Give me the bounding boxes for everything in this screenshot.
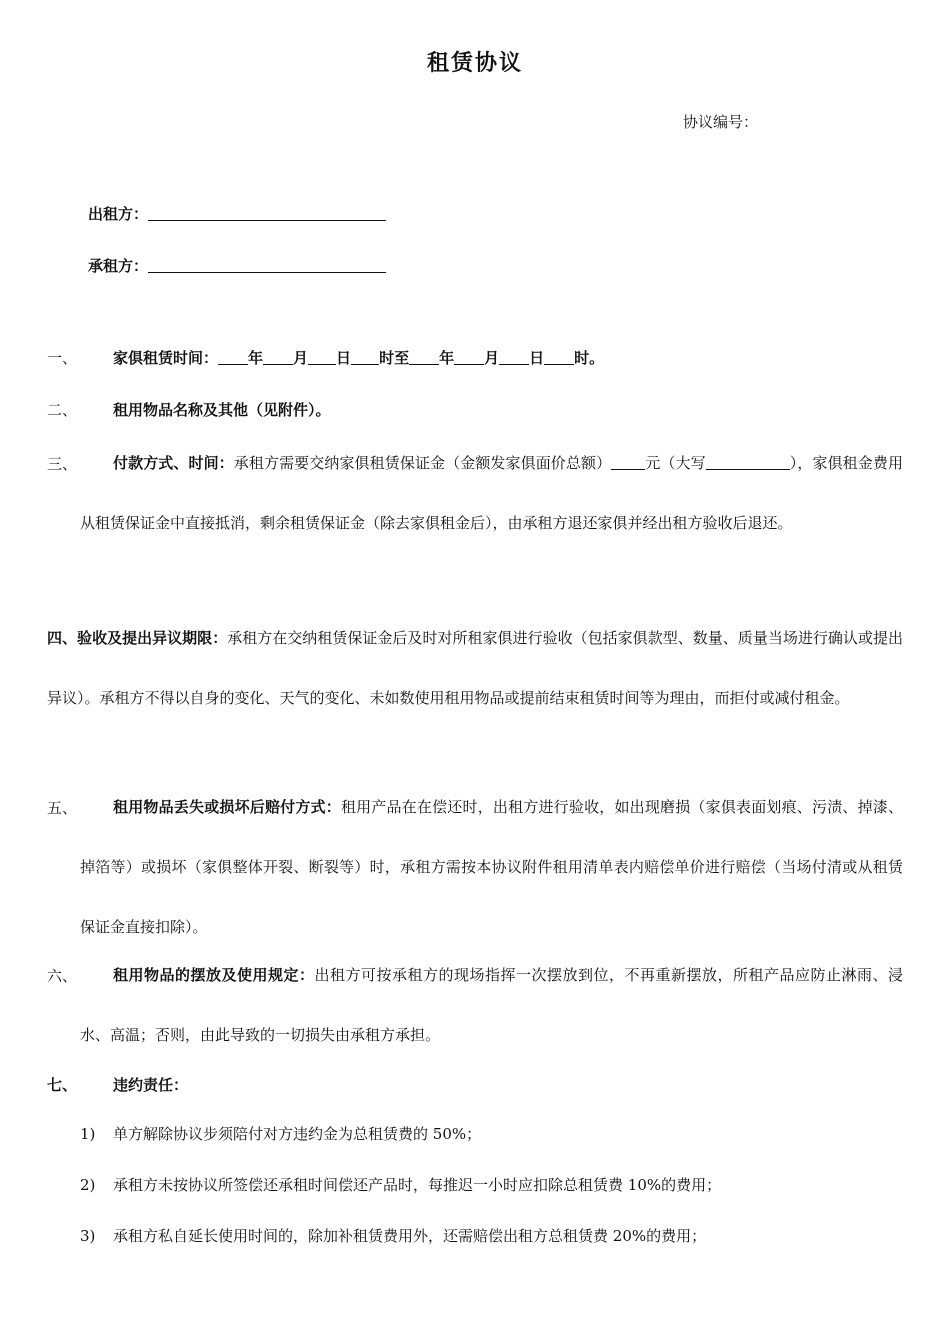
clause-heading: 租用物品名称及其他（见附件）。 — [113, 401, 331, 419]
clause-number: 四、 — [47, 629, 78, 647]
clause-heading: 家俱租赁时间： — [113, 349, 219, 367]
clause-number: 二、 — [47, 401, 78, 419]
doc-number-label: 协议编号： — [683, 113, 759, 131]
clause-number: 三、 — [47, 455, 78, 473]
amount-blank[interactable] — [611, 454, 645, 470]
year-blank[interactable] — [409, 349, 439, 365]
lessee-label: 承租方： — [88, 257, 149, 275]
list-item-number: 1) — [80, 1125, 96, 1143]
lessee-row — [88, 255, 386, 276]
month-blank[interactable] — [454, 349, 484, 365]
month-label: 月 — [293, 349, 309, 367]
year-blank[interactable] — [218, 349, 248, 365]
clause-heading: 付款方式、时间： — [113, 454, 234, 472]
clause-number: 一、 — [47, 349, 78, 367]
year-label: 年 — [248, 349, 264, 367]
lessor-field[interactable] — [148, 204, 386, 221]
clause-7 — [47, 1075, 903, 1095]
month-label: 月 — [484, 349, 500, 367]
clause-6 — [47, 945, 903, 1065]
clause-text: 租用产品在在偿还时，出租方进行验收，如出现磨损（家俱表面划痕、污渍、掉漆、掉箔等）或损坏（家俱整体开裂、断裂等）时，承租方需按本协议附件租用清单表内赔偿单价进行赔偿（当场付清或从租赁保证金直接扣除）。 — [80, 798, 903, 936]
page-title: 租赁协议 — [426, 50, 523, 76]
clause-text: 出租方可按承租方的现场指挥一次摆放到位，不再重新摆放，所租产品应防止淋雨、浸水、高温；否则，由此导致的一切损失由承租方承担。 — [80, 966, 903, 1044]
list-item-number: 2) — [80, 1176, 96, 1194]
list-item-text: 承租方私自延长使用时间的，除加补租赁费用外，还需赔偿出租方总租赁费 20%的费用； — [113, 1227, 707, 1245]
clause-text: ），家俱租金费用从租赁保证金中直接抵消，剩余租赁保证金（除去家俱租金后），由承租方退还家俱并经出租方验收后退还。 — [80, 454, 903, 532]
yuan-label: 元（大写 — [645, 454, 706, 472]
clause-heading: 验收及提出异议期限： — [77, 629, 228, 647]
clause-heading: 租用物品的摆放及使用规定： — [113, 966, 315, 984]
lessee-field[interactable] — [148, 256, 386, 273]
clause-text: 承租方在交纳租赁保证金后及时对所租家俱进行验收（包括家俱款型、数量、质量当场进行确认或提出异议）。承租方不得以自身的变化、天气的变化、未如数使用租用物品或提前结束租赁时间等为理由，而拒付或减付租金。 — [47, 629, 903, 707]
hour-label: 时。 — [574, 349, 605, 367]
list-item — [80, 1225, 706, 1246]
day-label: 日 — [529, 349, 545, 367]
clause-5 — [47, 777, 903, 957]
clause-number: 七、 — [47, 1076, 78, 1094]
hour-to-label: 时至 — [379, 349, 410, 367]
hour-blank[interactable] — [544, 349, 574, 365]
list-item — [80, 1174, 721, 1195]
clause-1 — [47, 348, 903, 368]
clause-heading: 租用物品丢失或损坏后赔付方式： — [113, 798, 341, 816]
clause-number: 五、 — [47, 799, 78, 817]
lessor-row — [88, 203, 386, 224]
day-blank[interactable] — [308, 349, 336, 365]
clause-text: 承租方需要交纳家俱租赁保证金（金额发家俱面价总额） — [233, 454, 612, 472]
clause-4 — [47, 608, 903, 728]
list-item-text: 单方解除协议步须陪付对方违约金为总租赁费的 50%； — [113, 1125, 482, 1143]
clause-2 — [47, 400, 903, 420]
hour-blank[interactable] — [351, 349, 379, 365]
year-label: 年 — [439, 349, 455, 367]
list-item-text: 承租方未按协议所签偿还承租时间偿还产品时，每推迟一小时应扣除总租赁费 10%的费用； — [113, 1176, 722, 1194]
list-item-number: 3) — [80, 1227, 96, 1245]
clause-number: 六、 — [47, 967, 78, 985]
month-blank[interactable] — [263, 349, 293, 365]
list-item — [80, 1123, 481, 1144]
day-blank[interactable] — [499, 349, 529, 365]
lessor-label: 出租方： — [88, 205, 149, 223]
day-label: 日 — [336, 349, 352, 367]
clause-3 — [47, 433, 903, 553]
clause-heading: 违约责任： — [113, 1076, 189, 1094]
amount-words-blank[interactable] — [706, 454, 790, 470]
